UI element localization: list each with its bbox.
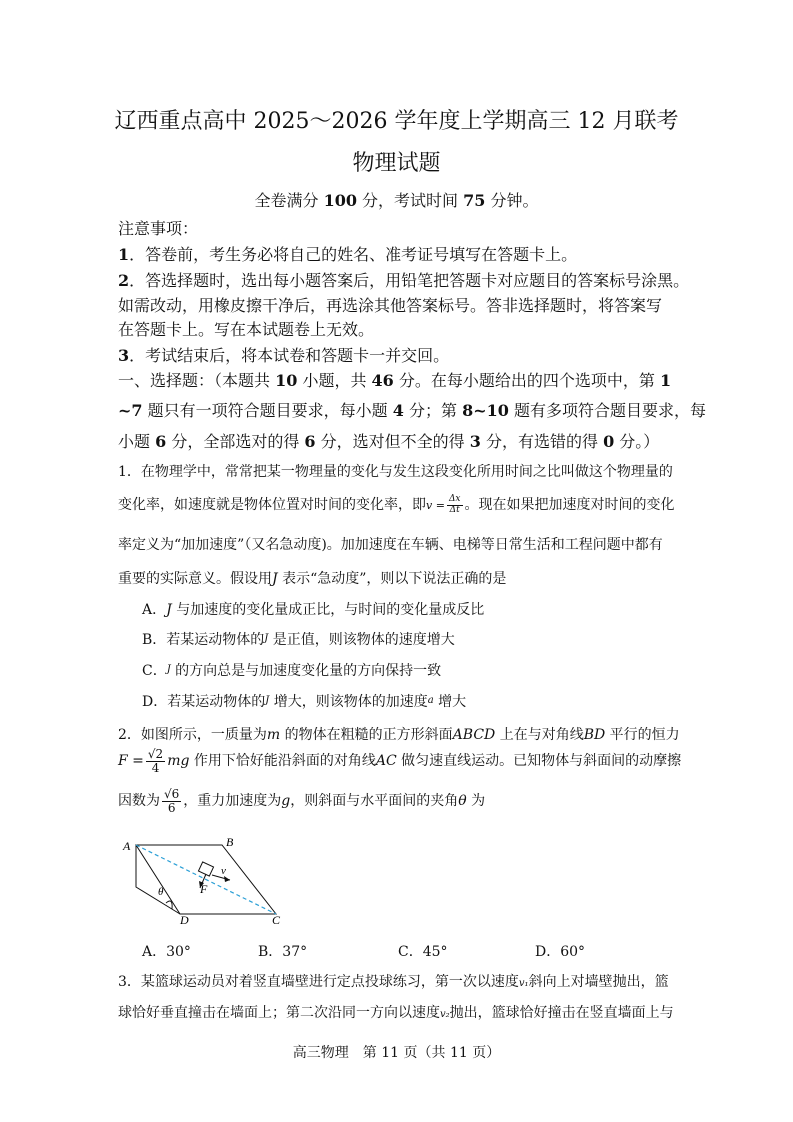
q2-option-b[interactable]: B．37° (258, 944, 308, 960)
note-2-cont-2: 在答题卡上。写在本试题卷上无效。 (118, 320, 375, 339)
q2-line-3: 因数为 $\frac{√6}{6}$ ，重力加速度为g，则斜面与水平面间的夹角θ 为 (118, 787, 486, 815)
q1-option-a[interactable]: A．J 与加速度的变化量成正比，与时间的变化量成反比 (142, 602, 485, 618)
velocity-symbol: v = (426, 499, 445, 512)
label-v: v (221, 865, 226, 877)
subject-title: 物理试题 (352, 151, 441, 176)
label-a: A (123, 839, 131, 853)
section-intro-line-3: 小题 6 分，全部选对的得 6 分，选对但不全的得 3 分，有选错的得 0 分。） (118, 432, 660, 451)
exam-info: 全卷满分 100 分，考试时间 75 分钟。 (254, 191, 539, 210)
notes-heading: 注意事项： (118, 219, 199, 238)
q2-option-a[interactable]: A．30° (142, 944, 191, 960)
section-intro-line-2: ~7 题只有一项符合题目要求，每小题 4 分；第 8~10 题有多项符合题目要求，每 (118, 401, 706, 420)
q1-option-b[interactable]: B．若某运动物体的$^J$ 是正值，则该物体的速度增大 (142, 632, 455, 648)
q2-line-2: F = $\frac{√2}{4}$ mg 作用下恰好能沿斜面的对角线AC 做匀速直线运动。已知物体与斜面间的动摩擦 (118, 747, 682, 775)
friction-fraction: $\frac{√6}{6}$ (164, 787, 180, 815)
q3-line-2: 球恰好垂直撞击在墙面上；第二次沿同一方向以速度v₂抛出，篮球恰好撞击在竖直墙面上与 (118, 1005, 674, 1021)
q3-line-1: 3．某篮球运动员对着竖直墙壁进行定点投球练习，第一次以速度v₁斜向上对墙壁抛出，篮 (118, 974, 669, 990)
q2-option-c[interactable]: C．45° (398, 944, 448, 960)
note-2: 2．答选择题时，选出每小题答案后，用铅笔把答题卡对应题目的答案标号涂黑。 (118, 271, 690, 290)
q1-line-4: 重要的实际意义。假设用J 表示“急动度”，则以下说法正确的是 (118, 571, 507, 587)
label-f: F (200, 882, 208, 896)
q1-line-1: 1．在物理学中，常常把某一物理量的变化与发生这段变化所用时间之比叫做这个物理量的 (118, 464, 673, 480)
section-intro-line-1: 一、选择题：（本题共 10 小题，共 46 分。在每小题给出的四个选项中，第 1 (118, 371, 672, 390)
exam-title: 辽西重点高中 2025～2026 学年度上学期高三 12 月联考 (114, 109, 679, 134)
note-2-cont-1: 如需改动，用橡皮擦干净后，再选涂其他答案标号。答非选择题时，将答案写 (118, 296, 663, 315)
label-theta: θ (158, 886, 164, 898)
page-footer: 高三物理 第 11 页（共 11 页） (292, 1045, 501, 1061)
note-1: 1．答卷前，考生务必将自己的姓名、准考证号填写在答题卡上。 (118, 245, 578, 264)
q1-line-2: 变化率，如速度就是物体位置对时间的变化率，即v = $\frac{\Delta x}{\Delta t}$ 。现在如果把加速度对时间的变化 (118, 494, 675, 515)
note-3: 3．考试结束后，将本试卷和答题卡一并交回。 (118, 346, 450, 365)
label-b: B (226, 835, 234, 849)
label-d: D (180, 913, 189, 925)
block (198, 862, 213, 876)
diagonal-ac (136, 845, 276, 914)
label-c: C (272, 913, 281, 925)
force-fraction: $\frac{√2}{4}$ (147, 747, 164, 775)
q2-option-d[interactable]: D．60° (535, 944, 586, 960)
q1-line-3: 率定义为“加加速度”（又名急动度)。加加速度在车辆、电梯等日常生活和工程问题中都有 (118, 537, 663, 553)
velocity-fraction: $\frac{\Delta x}{\Delta t}$ (448, 494, 461, 515)
incline-diagram (118, 830, 298, 925)
q2-line-1: 2．如图所示，一质量为m 的物体在粗糙的正方形斜面ABCD 上在与对角线BD 平行的恒力 (118, 727, 680, 743)
q1-option-c[interactable]: C．$^J$ 的方向总是与加速度变化量的方向保持一致 (142, 663, 442, 679)
q1-option-d[interactable]: D．若某运动物体的$^J$ 增大，则该物体的加速度$^a$ 增大 (142, 694, 467, 710)
